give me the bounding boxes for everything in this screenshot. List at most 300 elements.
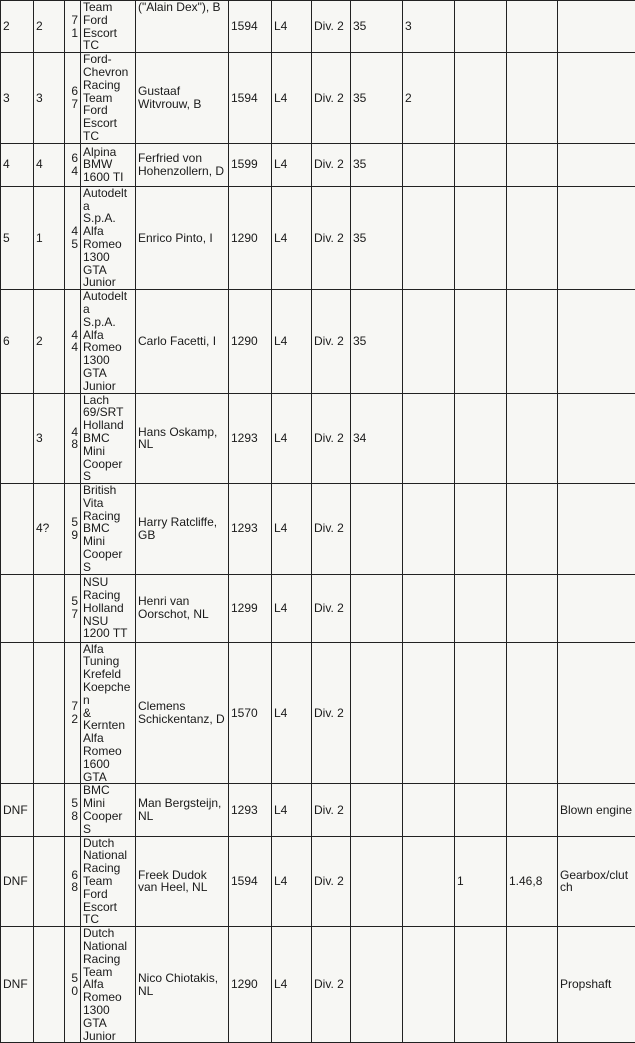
entrant-car-line: GTA [83, 771, 133, 784]
entrant-car-line: Tuning [83, 655, 133, 668]
class-position-text: 2 [36, 19, 43, 33]
engine-type-text: L4 [274, 19, 287, 33]
class-position-cell [34, 927, 65, 1043]
entrant-car-cell [81, 393, 136, 484]
division-text: Div. 2 [314, 431, 344, 445]
retirement-reason-cell [558, 393, 635, 484]
engine-capacity-cell [229, 642, 272, 784]
engine-type-text: L4 [274, 977, 287, 991]
retirement-reason-cell [558, 143, 635, 186]
entrant-car-line: Racing [83, 510, 133, 523]
engine-capacity-text: 1293 [231, 521, 258, 535]
entrant-car-line: Alfa [83, 643, 133, 656]
division-text: Div. 2 [314, 231, 344, 245]
engine-type-cell [272, 484, 312, 575]
grid-cell [403, 186, 455, 289]
car-number-text: 68 [71, 868, 78, 895]
division-cell [312, 143, 351, 186]
laps-text: 35 [353, 231, 366, 245]
entrant-car-line: Escort TC [83, 27, 133, 53]
entrant-car-line: British [83, 484, 133, 497]
retirement-reason-cell [558, 784, 635, 836]
best-lap-time-cell [507, 393, 558, 484]
entrant-car-line: NSU [83, 576, 133, 589]
driver-cell [136, 1, 229, 53]
car-number-cell [65, 290, 81, 393]
engine-type-cell [272, 393, 312, 484]
position-cell [1, 143, 34, 186]
driver-cell [136, 574, 229, 642]
entrant-car-line: 69/SRT [83, 406, 133, 419]
engine-capacity-text: 1290 [231, 977, 258, 991]
entrant-car-line: Romeo [83, 745, 133, 758]
driver-cell [136, 784, 229, 836]
entrant-car-line: Racing [83, 589, 133, 602]
class-position-cell [34, 143, 65, 186]
laps-cell [351, 836, 403, 927]
entrant-car-line: Racing [83, 953, 133, 966]
entrant-car-line: Junior [83, 1030, 133, 1043]
driver-cell [136, 53, 229, 144]
class-position-cell [34, 186, 65, 289]
driver-cell [136, 143, 229, 186]
engine-capacity-cell [229, 393, 272, 484]
entrant-car-cell [81, 484, 136, 575]
division-text: Div. 2 [314, 19, 344, 33]
entrant-car-line: Alfa [83, 732, 133, 745]
car-number-cell [65, 53, 81, 144]
driver-cell [136, 484, 229, 575]
engine-capacity-cell [229, 484, 272, 575]
retirement-reason-text: Gearbox/clutch [560, 868, 628, 895]
table-row [1, 143, 635, 186]
entrant-car-cell [81, 1, 136, 53]
laps-cell [351, 290, 403, 393]
position-text: 2 [3, 19, 10, 33]
entrant-car-line: Lach [83, 394, 133, 407]
driver-text: Carlo Facetti, I [138, 334, 216, 348]
entrant-car-line: Romeo [83, 341, 133, 354]
entrant-car-line: S.p.A. [83, 316, 133, 329]
engine-capacity-text: 1570 [231, 706, 258, 720]
car-number-text: 48 [71, 425, 78, 452]
table-row [1, 484, 635, 575]
table-row [1, 1, 635, 53]
retirement-reason-cell [558, 1, 635, 53]
entrant-car-line: Koepchen [83, 681, 133, 707]
best-lap-position-cell [455, 1, 507, 53]
engine-capacity-text: 1594 [231, 91, 258, 105]
engine-capacity-cell [229, 836, 272, 927]
class-position-cell [34, 574, 65, 642]
engine-capacity-cell [229, 290, 272, 393]
laps-cell [351, 574, 403, 642]
best-lap-position-text: 1 [457, 874, 464, 888]
best-lap-position-cell [455, 642, 507, 784]
engine-capacity-text: 1594 [231, 19, 258, 33]
driver-cell [136, 836, 229, 927]
entrant-car-line: Dutch [83, 927, 133, 940]
division-cell [312, 290, 351, 393]
best-lap-time-cell [507, 186, 558, 289]
entrant-car-line: S.p.A. [83, 212, 133, 225]
entrant-car-line: Holland [83, 419, 133, 432]
entrant-car-cell [81, 53, 136, 144]
division-text: Div. 2 [314, 521, 344, 535]
laps-cell [351, 484, 403, 575]
entrant-car-line: GTA [83, 1017, 133, 1030]
engine-type-text: L4 [274, 874, 287, 888]
car-number-cell [65, 1, 81, 53]
best-lap-position-cell [455, 836, 507, 927]
driver-cell [136, 290, 229, 393]
position-cell [1, 927, 34, 1043]
entrant-car-line: GTA [83, 367, 133, 380]
class-position-cell [34, 290, 65, 393]
laps-cell [351, 927, 403, 1043]
engine-type-cell [272, 186, 312, 289]
class-position-cell [34, 1, 65, 53]
entrant-car-line: GTA [83, 264, 133, 277]
grid-cell [403, 53, 455, 144]
car-number-cell [65, 927, 81, 1043]
engine-capacity-cell [229, 574, 272, 642]
table-row [1, 836, 635, 927]
laps-cell [351, 143, 403, 186]
grid-cell [403, 642, 455, 784]
position-cell [1, 484, 34, 575]
best-lap-time-text: 1.46,8 [509, 874, 542, 888]
engine-capacity-cell [229, 53, 272, 144]
car-number-text: 64 [71, 151, 78, 178]
table-row [1, 186, 635, 289]
engine-type-text: L4 [274, 521, 287, 535]
engine-capacity-cell [229, 927, 272, 1043]
entrant-car-line: 1200 TT [83, 627, 133, 640]
position-text: 5 [3, 231, 10, 245]
car-number-text: 67 [71, 84, 78, 111]
best-lap-time-cell [507, 53, 558, 144]
grid-cell [403, 484, 455, 575]
entrant-car-line: National [83, 940, 133, 953]
entrant-car-line: BMC Mini [83, 522, 133, 548]
entrant-car-line: Ford [83, 888, 133, 901]
grid-cell [403, 393, 455, 484]
laps-text: 35 [353, 91, 366, 105]
best-lap-position-cell [455, 393, 507, 484]
class-position-cell [34, 53, 65, 144]
laps-cell [351, 1, 403, 53]
entrant-car-line: Holland [83, 602, 133, 615]
driver-text: Man Bergsteijn, NL [138, 796, 221, 823]
laps-text: 35 [353, 334, 366, 348]
entrant-car-line: 1600 [83, 758, 133, 771]
division-cell [312, 927, 351, 1043]
engine-type-cell [272, 927, 312, 1043]
division-text: Div. 2 [314, 334, 344, 348]
car-number-cell [65, 186, 81, 289]
entrant-car-line: Alfa [83, 329, 133, 342]
entrant-car-line: Cooper S [83, 548, 133, 574]
retirement-reason-text: Blown engine [560, 803, 632, 817]
engine-type-text: L4 [274, 431, 287, 445]
position-cell [1, 574, 34, 642]
engine-type-text: L4 [274, 157, 287, 171]
retirement-reason-cell [558, 574, 635, 642]
results-body [1, 1, 635, 1043]
retirement-reason-cell [558, 927, 635, 1043]
entrant-car-line: Ford- [83, 53, 133, 66]
car-number-text: 50 [71, 971, 78, 998]
car-number-text: 71 [71, 13, 78, 40]
entrant-car-line: Team [83, 92, 133, 105]
engine-capacity-text: 1293 [231, 431, 258, 445]
position-cell [1, 290, 34, 393]
engine-capacity-text: 1299 [231, 601, 258, 615]
car-number-cell [65, 574, 81, 642]
division-text: Div. 2 [314, 803, 344, 817]
entrant-car-line: Dutch [83, 837, 133, 850]
table-row [1, 574, 635, 642]
driver-text: Gustaaf Witvrouw, B [138, 84, 201, 111]
engine-type-cell [272, 784, 312, 836]
car-number-cell [65, 642, 81, 784]
engine-type-text: L4 [274, 706, 287, 720]
grid-text: 2 [405, 91, 412, 105]
entrant-car-line: Alpina [83, 146, 133, 159]
entrant-car-line: Escort TC [83, 901, 133, 927]
entrant-car-line: Team [83, 875, 133, 888]
car-number-cell [65, 393, 81, 484]
entrant-car-line: BMC Mini [83, 784, 133, 810]
entrant-car-line: Romeo [83, 991, 133, 1004]
driver-text: Ferfried von Hohenzollern, D [138, 151, 224, 178]
entrant-car-line: Alfa [83, 225, 133, 238]
car-number-text: 44 [71, 328, 78, 355]
class-position-text: 3 [36, 91, 43, 105]
class-position-text: 2 [36, 334, 43, 348]
laps-cell [351, 784, 403, 836]
retirement-reason-cell [558, 186, 635, 289]
division-cell [312, 1, 351, 53]
position-text: DNF [3, 803, 28, 817]
engine-type-cell [272, 574, 312, 642]
laps-cell [351, 642, 403, 784]
driver-text: Henri van Oorschot, NL [138, 594, 209, 621]
retirement-reason-cell [558, 836, 635, 927]
best-lap-position-cell [455, 927, 507, 1043]
engine-capacity-text: 1594 [231, 874, 258, 888]
best-lap-time-cell [507, 484, 558, 575]
division-text: Div. 2 [314, 706, 344, 720]
car-number-text: 45 [71, 224, 78, 251]
best-lap-position-cell [455, 290, 507, 393]
engine-type-text: L4 [274, 91, 287, 105]
entrant-car-line: Team [83, 966, 133, 979]
laps-cell [351, 393, 403, 484]
driver-cell [136, 186, 229, 289]
driver-text: ("Alain Dex"), B [138, 1, 221, 15]
position-text: 6 [3, 334, 10, 348]
entrant-car-line: Autodelta [83, 290, 133, 316]
engine-capacity-text: 1293 [231, 803, 258, 817]
car-number-text: 58 [71, 796, 78, 823]
best-lap-position-cell [455, 53, 507, 144]
driver-text: Harry Ratcliffe, GB [138, 515, 217, 542]
division-text: Div. 2 [314, 874, 344, 888]
entrant-car-line: 1300 [83, 251, 133, 264]
driver-cell [136, 393, 229, 484]
division-text: Div. 2 [314, 977, 344, 991]
division-cell [312, 574, 351, 642]
engine-type-text: L4 [274, 231, 287, 245]
best-lap-position-cell [455, 484, 507, 575]
grid-cell [403, 927, 455, 1043]
engine-type-cell [272, 1, 312, 53]
table-row [1, 784, 635, 836]
table-row [1, 642, 635, 784]
table-row [1, 927, 635, 1043]
driver-text: Clemens Schickentanz, D [138, 699, 225, 726]
entrant-car-line: Racing [83, 862, 133, 875]
car-number-cell [65, 836, 81, 927]
entrant-car-line: Autodelta [83, 187, 133, 213]
table-row [1, 393, 635, 484]
entrant-car-cell [81, 784, 136, 836]
engine-type-text: L4 [274, 334, 287, 348]
best-lap-position-cell [455, 784, 507, 836]
entrant-car-line: Alfa [83, 978, 133, 991]
engine-capacity-text: 1290 [231, 334, 258, 348]
division-cell [312, 836, 351, 927]
entrant-car-cell [81, 186, 136, 289]
retirement-reason-cell [558, 642, 635, 784]
car-number-cell [65, 484, 81, 575]
division-cell [312, 53, 351, 144]
entrant-car-line: Cooper S [83, 810, 133, 836]
best-lap-position-cell [455, 574, 507, 642]
class-position-text: 1 [36, 231, 43, 245]
class-position-cell [34, 393, 65, 484]
car-number-text: 72 [71, 699, 78, 726]
entrant-car-line: Krefeld [83, 668, 133, 681]
grid-cell [403, 143, 455, 186]
entrant-car-line: 1300 [83, 1004, 133, 1017]
laps-text: 35 [353, 157, 366, 171]
entrant-car-line: & Kernten [83, 707, 133, 733]
retirement-reason-cell [558, 290, 635, 393]
entrant-car-cell [81, 290, 136, 393]
grid-cell [403, 836, 455, 927]
entrant-car-line: Junior [83, 276, 133, 289]
position-text: 4 [3, 157, 10, 171]
engine-type-text: L4 [274, 803, 287, 817]
class-position-text: 4 [36, 157, 43, 171]
grid-cell [403, 784, 455, 836]
engine-type-cell [272, 53, 312, 144]
entrant-car-line: Team [83, 1, 133, 14]
entrant-car-line: Ford [83, 14, 133, 27]
table-row [1, 53, 635, 144]
class-position-cell [34, 484, 65, 575]
driver-text: Nico Chiotakis, NL [138, 971, 218, 998]
entrant-car-line: BMC Mini [83, 432, 133, 458]
best-lap-time-cell [507, 574, 558, 642]
entrant-car-line: National [83, 849, 133, 862]
engine-capacity-text: 1599 [231, 157, 258, 171]
retirement-reason-cell [558, 53, 635, 144]
car-number-text: 59 [71, 515, 78, 542]
entrant-car-cell [81, 574, 136, 642]
class-position-cell [34, 642, 65, 784]
division-cell [312, 393, 351, 484]
position-text: 3 [3, 91, 10, 105]
driver-text: Hans Oskamp, NL [138, 425, 217, 452]
engine-capacity-cell [229, 784, 272, 836]
entrant-car-line: 1300 [83, 354, 133, 367]
entrant-car-line: Vita [83, 497, 133, 510]
position-text: DNF [3, 874, 28, 888]
position-cell [1, 393, 34, 484]
best-lap-time-cell [507, 642, 558, 784]
best-lap-time-cell [507, 927, 558, 1043]
position-cell [1, 836, 34, 927]
best-lap-position-cell [455, 143, 507, 186]
driver-text: Enrico Pinto, I [138, 231, 213, 245]
car-number-text: 57 [71, 594, 78, 621]
grid-cell [403, 290, 455, 393]
division-cell [312, 784, 351, 836]
division-cell [312, 484, 351, 575]
entrant-car-cell [81, 927, 136, 1043]
driver-cell [136, 927, 229, 1043]
position-cell [1, 784, 34, 836]
engine-type-cell [272, 143, 312, 186]
position-text: DNF [3, 977, 28, 991]
entrant-car-line: Junior [83, 380, 133, 393]
entrant-car-line: Chevron [83, 66, 133, 79]
engine-capacity-cell [229, 186, 272, 289]
engine-type-cell [272, 642, 312, 784]
retirement-reason-cell [558, 484, 635, 575]
entrant-car-line: Cooper S [83, 458, 133, 484]
position-cell [1, 642, 34, 784]
entrant-car-line: Escort TC [83, 117, 133, 143]
retirement-reason-text: Propshaft [560, 977, 611, 991]
driver-cell [136, 642, 229, 784]
division-cell [312, 642, 351, 784]
grid-cell [403, 1, 455, 53]
class-position-text: 4? [36, 521, 49, 535]
laps-cell [351, 186, 403, 289]
engine-capacity-cell [229, 1, 272, 53]
laps-cell [351, 53, 403, 144]
class-position-cell [34, 836, 65, 927]
engine-type-cell [272, 290, 312, 393]
engine-capacity-text: 1290 [231, 231, 258, 245]
best-lap-time-cell [507, 836, 558, 927]
best-lap-position-cell [455, 186, 507, 289]
car-number-cell [65, 143, 81, 186]
position-cell [1, 186, 34, 289]
entrant-car-line: Racing [83, 79, 133, 92]
class-position-text: 3 [36, 431, 43, 445]
entrant-car-cell [81, 836, 136, 927]
entrant-car-cell [81, 642, 136, 784]
laps-text: 35 [353, 19, 366, 33]
division-text: Div. 2 [314, 157, 344, 171]
grid-text: 3 [405, 19, 412, 33]
